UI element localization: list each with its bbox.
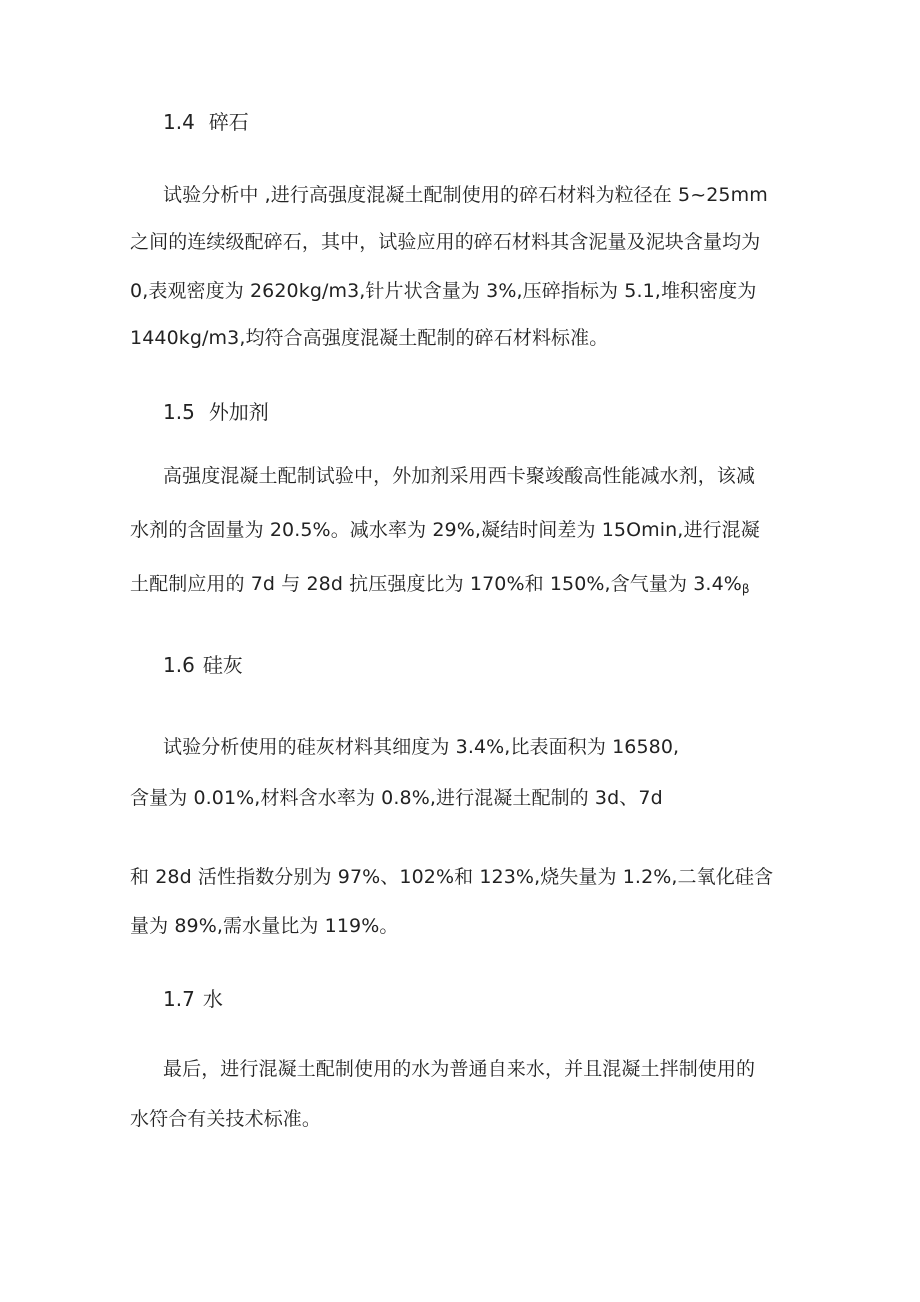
paragraph-line: 水符合有关技术标准。 <box>130 1108 322 1130</box>
paragraph-line: 土配制应用的 7d 与 28d 抗压强度比为 170%和 150%,含气量为 $3.4\%_\beta$ <box>130 573 750 596</box>
section-number: 1.5 <box>163 400 195 424</box>
paragraph-line: 试验分析使用的硅灰材料其细度为 3.4%,比表面积为 16580, <box>163 736 680 758</box>
section-title: 碎石 <box>208 110 249 134</box>
section-number: 1.6 <box>163 653 195 677</box>
section-number: 1.4 <box>163 110 195 134</box>
section-number: 1.7 <box>163 987 195 1011</box>
paragraph-line: 高强度混凝土配制试验中，外加剂采用西卡聚竣酸高性能减水剂，该减 <box>163 465 756 487</box>
section-title: 硅灰 <box>202 653 243 677</box>
paragraph-line: 试验分析中 ,进行高强度混凝土配制使用的碎石材料为粒径在 5~25mm <box>163 184 768 206</box>
trailing-mark: β <box>741 582 750 596</box>
section-heading-1-5 <box>163 398 269 426</box>
paragraph-line: 水剂的含固量为 20.5%。减水率为 29%,凝结时间差为 15Omin,进行混凝 <box>130 519 760 541</box>
paragraph-line: 0,表观密度为 2620kg/m3,针片状含量为 3%,压碎指标为 5.1,堆积密度为 <box>130 280 757 302</box>
paragraph-line: 量为 89%,需水量比为 119%。 <box>130 915 399 937</box>
section-heading-1-4 <box>163 108 249 136</box>
section-title: 外加剂 <box>208 400 269 424</box>
paragraph-line: 最后，进行混凝土配制使用的水为普通自来水，并且混凝土拌制使用的 <box>163 1058 756 1080</box>
paragraph-line: 含量为 0.01%,材料含水率为 0.8%,进行混凝土配制的 3d、7d <box>130 787 663 809</box>
paragraph-line: 和 28d 活性指数分别为 97%、102%和 123%,烧失量为 1.2%,二氧化硅含 <box>130 866 774 888</box>
section-heading-1-6 <box>163 651 243 679</box>
paragraph-line: 1440kg/m3,均符合高强度混凝土配制的碎石材料标准。 <box>130 327 609 349</box>
paragraph-line: 之间的连续级配碎石，其中，试验应用的碎石材料其含泥量及泥块含量均为 <box>130 231 761 253</box>
section-heading-1-7 <box>163 985 223 1013</box>
section-title: 水 <box>202 987 223 1011</box>
